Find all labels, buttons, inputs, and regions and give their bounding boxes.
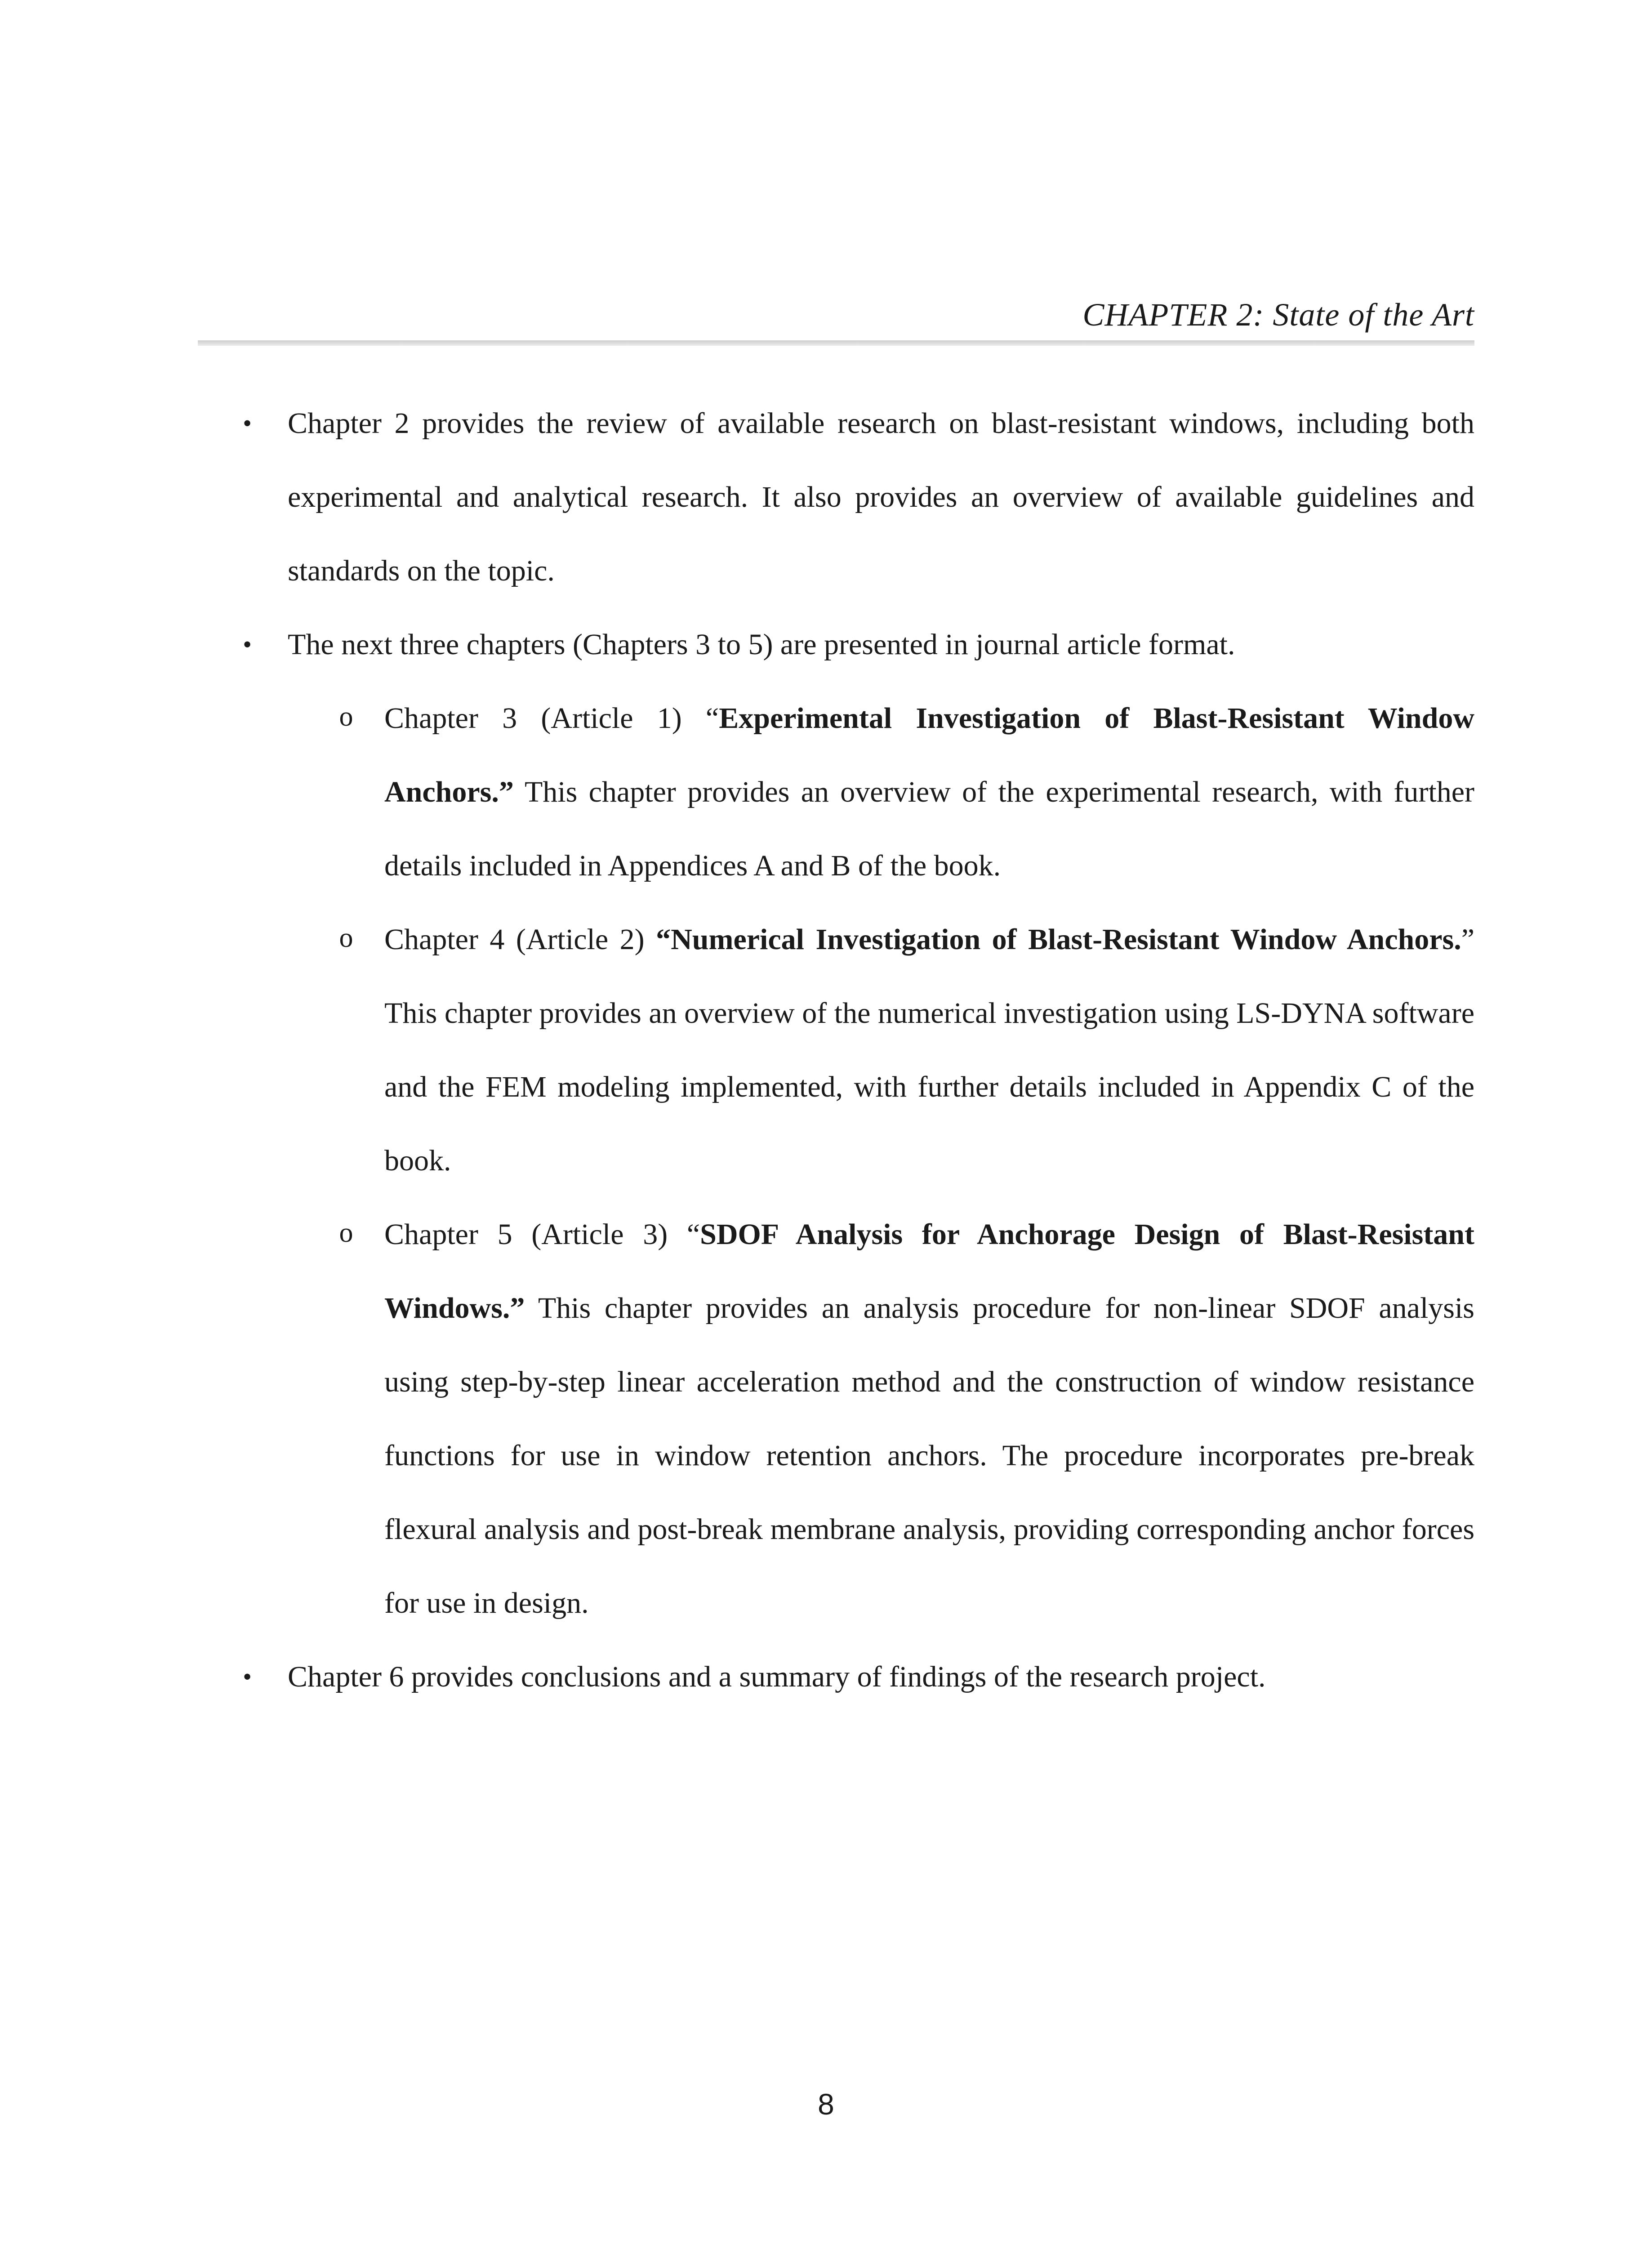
sub-list-item-chapter-5 (339, 1198, 1474, 1640)
sub-item-prefix: Chapter 3 (Article 1) “ (384, 702, 719, 735)
list-item-chapter-2 (243, 387, 1474, 608)
bullet-marker: • (243, 1663, 252, 1691)
sub-list-item-chapter-3 (339, 682, 1474, 903)
running-header: CHAPTER 2: State of the Art (1082, 297, 1474, 333)
sub-item-prefix: Chapter 4 (Article 2) (384, 923, 656, 956)
sub-item-prefix: Chapter 5 (Article 3) “ (384, 1218, 700, 1251)
sub-item-description: This chapter provides an overview of the experimental research, with further details included in Appendices A and B of the book. (384, 776, 1474, 882)
article-title: “Numerical Investigation of Blast-Resistant Window Anchors. (656, 923, 1461, 956)
list-item-text: Chapter 6 provides conclusions and a summary of findings of the research project. (288, 1660, 1266, 1693)
list-item-text: The next three chapters (Chapters 3 to 5) are presented in journal article format. (288, 628, 1235, 661)
list-item-chapters-3-to-5 (243, 608, 1474, 682)
sub-list-item-chapter-4 (339, 903, 1474, 1198)
list-item-chapter-6 (243, 1640, 1474, 1714)
header-rule (198, 340, 1474, 346)
sub-item-description: ” This chapter provides an overview of the numerical investigation using LS-DYNA software and the FEM modeling implemented, with further details included in Appendix C of the book. (384, 923, 1474, 1177)
sub-bullet-marker: o (339, 701, 353, 732)
bullet-marker: • (243, 631, 252, 659)
sub-bullet-marker: o (339, 923, 353, 953)
page-number: 8 (818, 2087, 834, 2121)
sub-item-description: This chapter provides an analysis procedure for non-linear SDOF analysis using step-by-step linear acceleration method and the construction of window resistance functions for use in window retention anchors. The procedure incorporates pre-break flexural analysis and post-break membrane analysis, providing corresponding anchor forces for use in design. (384, 1292, 1474, 1619)
sub-bullet-marker: o (339, 1218, 353, 1248)
article-title: SDOF Analysis for Anchorage Design of Blast-Resistant Windows.” (384, 1218, 1474, 1325)
list-item-text: Chapter 2 provides the review of available research on blast-resistant windows, including both experimental and analytical research. It also provides an overview of available guidelines and standards on the topic. (288, 407, 1474, 587)
bullet-marker: • (243, 410, 252, 437)
article-title: Experimental Investigation of Blast-Resistant Window Anchors.” (384, 702, 1474, 808)
